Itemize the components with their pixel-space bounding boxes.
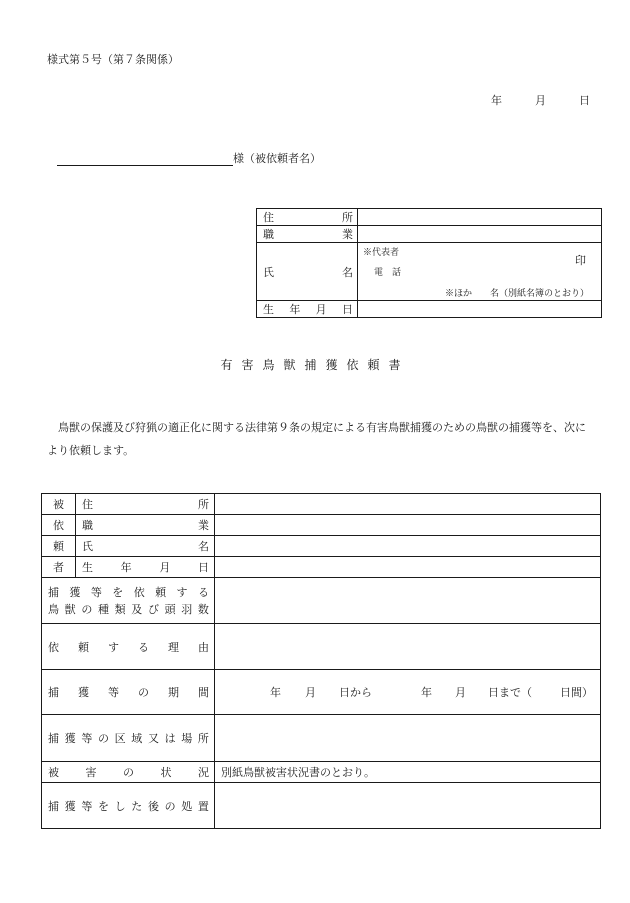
char: す [108, 640, 119, 654]
request-table [41, 493, 601, 829]
period-from-day: 日から [339, 686, 372, 699]
char: 獲 [64, 799, 76, 813]
requestee-name-field[interactable] [215, 536, 601, 557]
char: 区 [114, 732, 126, 745]
period-value [215, 670, 600, 714]
char: 羽 [181, 602, 193, 616]
char: 氏 [82, 540, 93, 553]
char: 月 [315, 303, 327, 316]
char: 処 [181, 799, 193, 813]
reason-label-text [42, 639, 214, 655]
reason-label [42, 624, 215, 670]
char: 獲 [69, 585, 81, 599]
damage-field[interactable] [215, 762, 601, 783]
char: 捕 [48, 686, 59, 699]
char: 頼 [78, 640, 89, 654]
char: び [147, 602, 159, 616]
char: の [97, 732, 109, 745]
char: る [197, 585, 209, 599]
char: の [81, 602, 93, 616]
species-label-line-1 [48, 584, 209, 601]
char: 由 [198, 640, 209, 654]
period-label [42, 670, 215, 715]
species-label-line-2 [48, 601, 209, 618]
char: 等 [108, 686, 119, 699]
area-label-text [42, 730, 214, 746]
char: の [164, 799, 176, 813]
char: を [97, 799, 109, 813]
char: 等 [81, 799, 93, 813]
char: 数 [197, 602, 209, 616]
requestee-address-field[interactable] [215, 494, 601, 515]
phone-label: 電 話 [374, 268, 402, 278]
disposal-label [42, 783, 215, 829]
applicant-name-label-text [257, 264, 357, 280]
period-from-year: 年 [270, 686, 281, 699]
char: 等 [90, 585, 102, 599]
char: た [131, 799, 143, 813]
char: 頭 [164, 602, 176, 616]
requestee-birth-field[interactable] [215, 557, 601, 578]
requestee-address-label-text [76, 496, 214, 512]
applicant-birth-field[interactable] [358, 301, 602, 318]
char: 被 [48, 766, 59, 779]
period-to-month: 月 [455, 686, 466, 699]
char: 置 [197, 799, 209, 813]
char: 生 [263, 303, 274, 316]
char: 状 [160, 766, 172, 779]
char: 業 [342, 228, 353, 241]
requestee-birth-label-text [76, 559, 214, 575]
char: 獲 [64, 732, 76, 745]
char: す [176, 585, 188, 599]
applicant-name-field[interactable] [358, 243, 602, 301]
char: し [114, 799, 126, 813]
reason-field[interactable] [215, 624, 601, 670]
requestee-name-label-text [76, 538, 214, 554]
period-label-text [42, 684, 214, 700]
char: 年 [289, 303, 301, 316]
body-text: 鳥獣の保護及び狩猟の適正化に関する法律第９条の規定による有害鳥獣捕獲のための鳥獣の捕獲等を、次により依頼します。 [47, 421, 586, 457]
char: 種 [97, 602, 109, 616]
applicant-address-field[interactable] [358, 209, 602, 226]
date-day: 日 [579, 94, 590, 107]
period-to-year: 年 [421, 686, 432, 699]
requestee-address-label [76, 494, 215, 515]
char: 鳥 [48, 602, 59, 616]
species-label-text [42, 584, 214, 618]
char: 名 [198, 540, 209, 553]
char: 頼 [155, 585, 167, 599]
char: 名 [342, 265, 353, 279]
date-line [491, 92, 590, 108]
addressee-name-line[interactable] [57, 151, 233, 166]
disposal-field[interactable] [215, 783, 601, 829]
char: 捕 [48, 585, 59, 599]
char: 日 [341, 303, 353, 316]
requestee-side-label-3: 頼 [42, 536, 76, 557]
char: 又 [147, 732, 159, 745]
char: る [138, 640, 149, 654]
char: 間 [198, 686, 209, 699]
char: 獲 [78, 686, 89, 699]
char: 捕 [48, 799, 59, 813]
char: の [138, 686, 149, 699]
char: 住 [263, 211, 274, 224]
char: 類 [114, 602, 126, 616]
char: 氏 [263, 265, 274, 279]
char: を [112, 585, 124, 599]
area-label [42, 715, 215, 762]
char: 職 [263, 228, 274, 241]
char: 年 [120, 561, 132, 574]
requestee-occupation-field[interactable] [215, 515, 601, 536]
char: 捕 [48, 732, 59, 745]
char: 月 [159, 561, 171, 574]
requestee-side-label-1: 被 [42, 494, 76, 515]
char: 理 [168, 640, 179, 654]
addressee [57, 150, 321, 166]
addressee-suffix: 様（被依頼者名） [233, 152, 321, 165]
area-field[interactable] [215, 715, 601, 762]
damage-label [42, 762, 215, 783]
requestee-name-label [76, 536, 215, 557]
form-number: 様式第５号（第７条関係） [47, 53, 179, 66]
char: の [123, 766, 134, 779]
char: 害 [85, 766, 97, 779]
char: 所 [198, 498, 209, 511]
document-title: 有害鳥獣捕獲依頼書 [220, 358, 410, 372]
period-field[interactable] [215, 670, 601, 715]
char: 及 [131, 602, 143, 616]
date-month: 月 [535, 94, 546, 107]
applicant-address-label [257, 209, 358, 226]
damage-label-text [42, 764, 214, 780]
char: 期 [168, 686, 179, 699]
others-note: ※ほか 名（別紙名簿のとおり） [444, 289, 589, 299]
date-year: 年 [491, 94, 502, 107]
char: 場 [181, 732, 193, 745]
char: 所 [197, 732, 209, 745]
char: 依 [48, 640, 59, 654]
period-to-day: 日まで（ [488, 686, 532, 699]
seal-mark: 印 [575, 254, 586, 267]
applicant-occupation-field[interactable] [358, 226, 602, 243]
char: 況 [198, 766, 209, 779]
applicant-birth-label [257, 301, 358, 318]
char: 獣 [64, 602, 76, 616]
char: 依 [133, 585, 145, 599]
char: 職 [82, 519, 93, 532]
requestee-birth-label [76, 557, 215, 578]
requestee-side-label-2: 依 [42, 515, 76, 536]
char: 日 [197, 561, 209, 574]
char: 等 [81, 732, 93, 745]
applicant-address-label-text [257, 209, 357, 225]
requestee-occupation-label-text [76, 517, 214, 533]
char: 業 [198, 519, 209, 532]
requestee-side-label-4: 者 [42, 557, 76, 578]
requestee-occupation-label [76, 515, 215, 536]
applicant-birth-label-text [257, 301, 357, 317]
period-from-month: 月 [305, 686, 316, 699]
damage-value: 別紙鳥獣被害状況書のとおり。 [221, 766, 375, 779]
representative-note: ※代表者 [363, 248, 400, 258]
char: 域 [131, 732, 143, 745]
species-field[interactable] [215, 578, 601, 624]
applicant-occupation-label [257, 226, 358, 243]
period-days: 日間） [560, 686, 593, 699]
char: 所 [342, 211, 353, 224]
char: 生 [82, 561, 93, 574]
applicant-table [256, 208, 602, 318]
char: 住 [82, 498, 93, 511]
char: は [164, 732, 176, 745]
char: 後 [147, 799, 159, 813]
species-label [42, 578, 215, 624]
applicant-name-label [257, 243, 358, 301]
disposal-label-text [42, 798, 214, 814]
applicant-occupation-label-text [257, 226, 357, 242]
